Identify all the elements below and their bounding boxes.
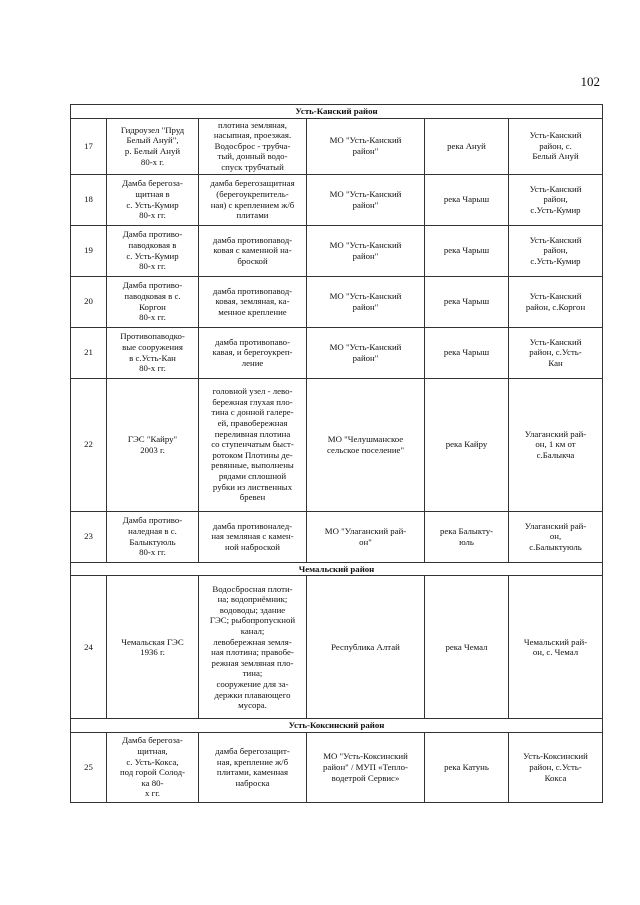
table-row <box>71 378 603 511</box>
row-number: 23 <box>71 511 107 562</box>
table-row <box>71 576 603 719</box>
section-title: Усть-Коксинский район <box>71 719 603 733</box>
object-location: Усть-Коксинский район, с.Усть- Кокса <box>509 732 603 802</box>
object-name: ГЭС "Кайру" 2003 г. <box>107 378 199 511</box>
object-description: головной узел - лево- бережная глухая пло- тина с донной галере- ей, правобережная переливная плотина со ступенчатым быст- ротоком Плотины де- ревянные, выполнены рядами сплошной рубки из лиственных бревен <box>199 378 307 511</box>
object-owner: Республика Алтай <box>307 576 425 719</box>
object-owner: МО "Усть-Коксинский район" / МУП «Тепло- водетрой Сервис» <box>307 732 425 802</box>
object-river: река Чарыш <box>425 225 509 276</box>
object-name: Дамба берегоза- щитная в с. Усть-Кумир 80-х гг. <box>107 174 199 225</box>
object-river: река Чарыш <box>425 327 509 378</box>
section-header-row <box>71 562 603 576</box>
object-description: дамба противопавод- ковая с каменной на- броской <box>199 225 307 276</box>
object-description: плотина земляная, насыпная, проезжая. Водосброс - трубча- тый, донный водо- спуск трубчатый <box>199 118 307 174</box>
object-river: река Ануй <box>425 118 509 174</box>
object-river: река Балыкту- юль <box>425 511 509 562</box>
page-number: 102 <box>580 74 600 89</box>
object-owner: МО "Улаганский рай- он" <box>307 511 425 562</box>
section-title: Чемальский район <box>71 562 603 576</box>
section-header-row <box>71 105 603 119</box>
object-location: Улаганский рай- он, с.Балыктуюль <box>509 511 603 562</box>
row-number: 20 <box>71 276 107 327</box>
object-owner: МО "Усть-Канский район" <box>307 225 425 276</box>
object-name: Дамба противо- паводковая в с. Коргон 80-х гг. <box>107 276 199 327</box>
object-name: Гидроузел "Пруд Белый Ануй", р. Белый Ануй 80-х г. <box>107 118 199 174</box>
row-number: 21 <box>71 327 107 378</box>
object-location: Усть-Канский район, с.Усть- Кан <box>509 327 603 378</box>
row-number: 25 <box>71 732 107 802</box>
row-number: 19 <box>71 225 107 276</box>
object-location: Усть-Канский район, с.Усть-Кумир <box>509 174 603 225</box>
table-row <box>71 511 603 562</box>
table-row <box>71 732 603 802</box>
object-location: Чемальский рай- он, с. Чемал <box>509 576 603 719</box>
object-owner: МО "Усть-Канский район" <box>307 118 425 174</box>
object-name: Чемальская ГЭС 1936 г. <box>107 576 199 719</box>
table-row <box>71 118 603 174</box>
object-name: Дамба противо- паводковая в с. Усть-Кумир 80-х гг. <box>107 225 199 276</box>
object-river: река Чемал <box>425 576 509 719</box>
object-description: Водосбросная плоти- на; водоприёмник; водоводы; здание ГЭС; рыбопропускной канал; левобережная земля- ная плотина; правобе- режная земляная пло- тина; сооружение для за- держки плавающего мусора. <box>199 576 307 719</box>
object-location: Улаганский рай- он, 1 км от с.Балыкча <box>509 378 603 511</box>
object-description: дамба противоналед- ная земляная с камен- ной наброской <box>199 511 307 562</box>
row-number: 24 <box>71 576 107 719</box>
object-location: Усть-Канский район, с.Коргон <box>509 276 603 327</box>
object-owner: МО "Усть-Канский район" <box>307 174 425 225</box>
section-header-row <box>71 719 603 733</box>
table-row <box>71 174 603 225</box>
table-row <box>71 225 603 276</box>
object-name: Противопаводко- вые сооружения в с.Усть-Кан 80-х гг. <box>107 327 199 378</box>
object-description: дамба берегозащитная (берегоукрепитель- ная) с креплением ж/б плитами <box>199 174 307 225</box>
row-number: 18 <box>71 174 107 225</box>
object-description: дамба берегозащит- ная, крепление ж/б плитами, каменная наброска <box>199 732 307 802</box>
object-description: дамба противопаво- кавая, и берегоукреп- ление <box>199 327 307 378</box>
object-name: Дамба берегоза- щитная, с. Усть-Кокса, под горой Солод- ка 80- х гг. <box>107 732 199 802</box>
object-river: река Чарыш <box>425 174 509 225</box>
row-number: 17 <box>71 118 107 174</box>
object-location: Усть-Канский район, с. Белый Ануй <box>509 118 603 174</box>
object-owner: МО "Усть-Канский район" <box>307 276 425 327</box>
object-name: Дамба противо- наледная в с. Балыктуюль 80-х гг. <box>107 511 199 562</box>
row-number: 22 <box>71 378 107 511</box>
hydro-structures-table <box>70 104 603 803</box>
object-location: Усть-Канский район, с.Усть-Кумир <box>509 225 603 276</box>
object-owner: МО "Усть-Канский район" <box>307 327 425 378</box>
object-river: река Чарыш <box>425 276 509 327</box>
table-row <box>71 276 603 327</box>
table-row <box>71 327 603 378</box>
section-title: Усть-Канский район <box>71 105 603 119</box>
object-river: река Кайру <box>425 378 509 511</box>
object-river: река Катунь <box>425 732 509 802</box>
object-description: дамба противопавод- ковая, земляная, ка- менное крепление <box>199 276 307 327</box>
object-owner: МО "Челушманское сельское поселение" <box>307 378 425 511</box>
